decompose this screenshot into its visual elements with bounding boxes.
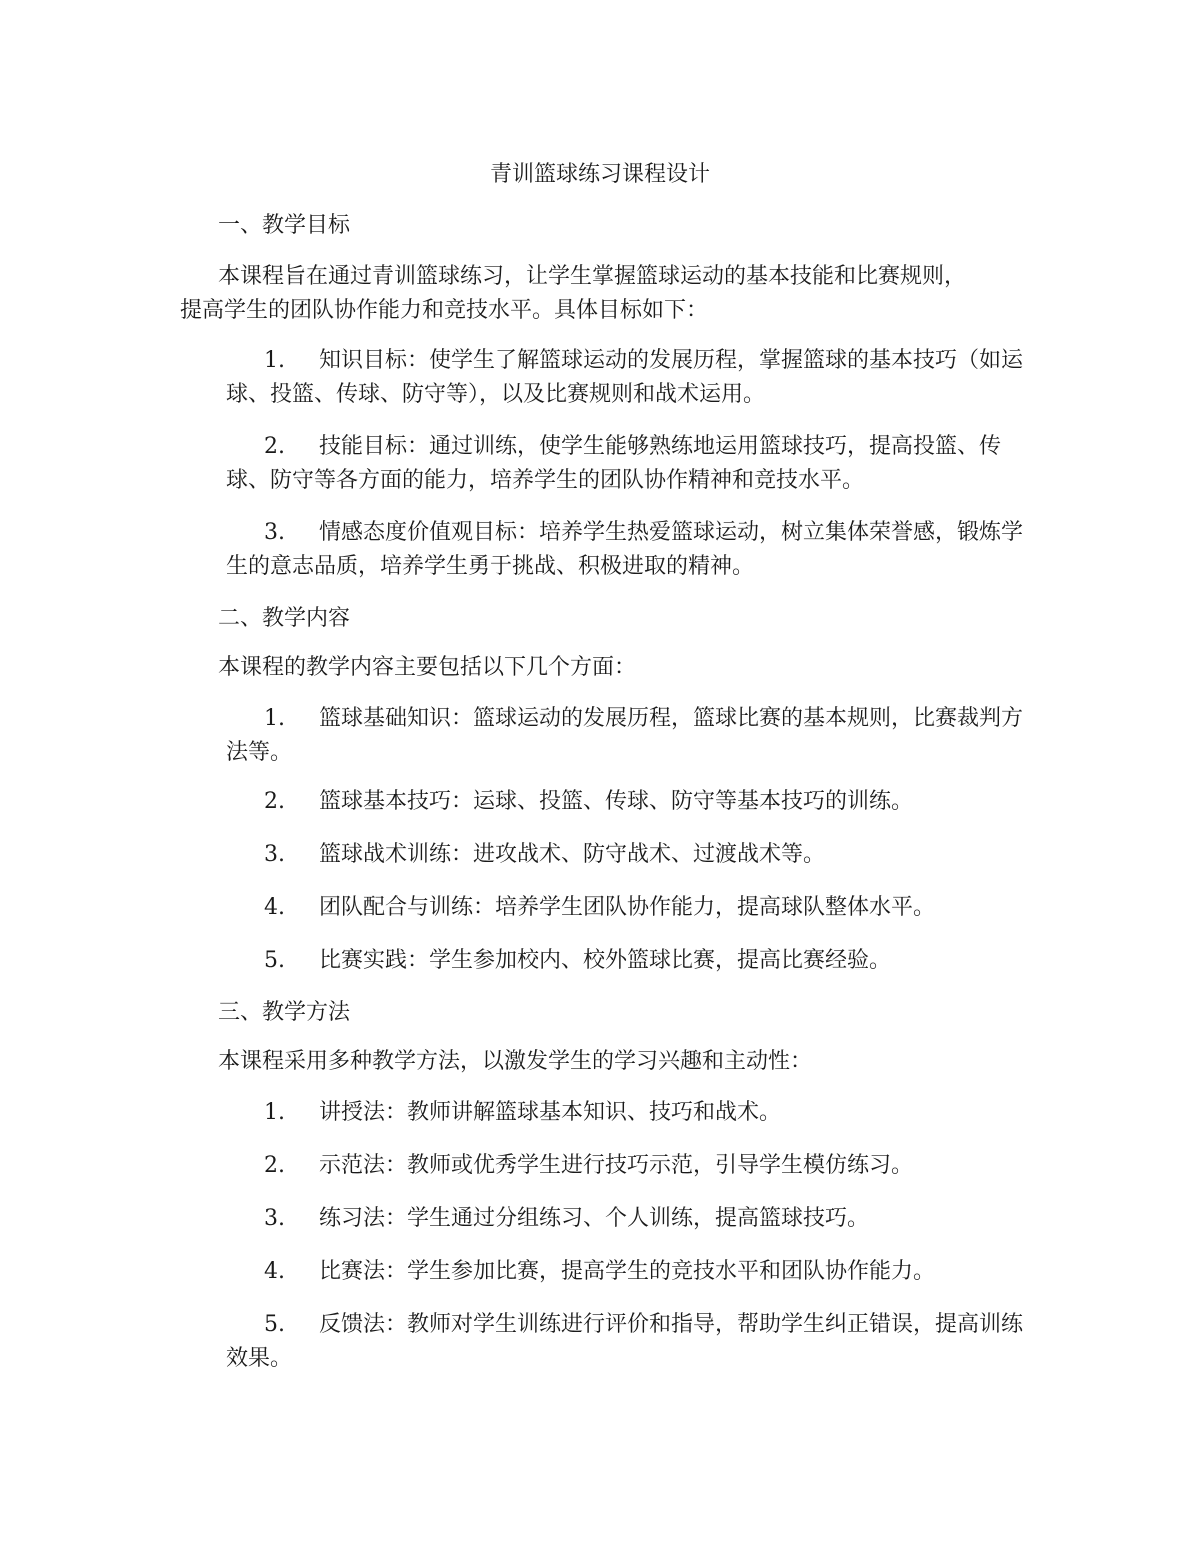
list-item-number: 3. xyxy=(264,842,285,867)
list-item xyxy=(226,516,1036,584)
list-item-text: 篮球基本技巧：运球、投篮、传球、防守等基本技巧的训练。 xyxy=(319,789,914,814)
list-item-text: 练习法：学生通过分组练习、个人训练，提高篮球技巧。 xyxy=(319,1206,870,1231)
list-item-text: 讲授法：教师讲解篮球基本知识、技巧和战术。 xyxy=(319,1100,782,1125)
list-item-text: 示范法：教师或优秀学生进行技巧示范，引导学生模仿练习。 xyxy=(319,1153,914,1178)
list-item-number: 3. xyxy=(264,1206,285,1231)
list-item xyxy=(226,702,1036,770)
list-item xyxy=(226,430,1036,498)
section-intro-line: 本课程旨在通过青训篮球练习，让学生掌握篮球运动的基本技能和比赛规则， xyxy=(218,264,967,289)
list-item-number: 2. xyxy=(264,434,285,459)
list-item-number: 1. xyxy=(264,348,285,373)
list-item-text: 情感态度价值观目标：培养学生热爱篮球运动，树立集体荣誉感，锻炼学生的意志品质，培养学生勇于挑战、积极进取的精神。 xyxy=(226,520,1024,579)
section-heading-content: 二、教学内容 xyxy=(218,606,351,631)
list-item-text: 篮球战术训练：进攻战术、防守战术、过渡战术等。 xyxy=(319,842,826,867)
list-item-text: 技能目标：通过训练，使学生能够熟练地运用篮球技巧，提高投篮、传球、防守等各方面的能力，培养学生的团队协作精神和竞技水平。 xyxy=(226,434,1002,493)
list-item-number: 4. xyxy=(264,895,285,920)
list-item-number: 4. xyxy=(264,1259,285,1284)
list-item-text: 篮球基础知识：篮球运动的发展历程，篮球比赛的基本规则，比赛裁判方法等。 xyxy=(226,706,1024,765)
list-item xyxy=(226,891,1036,925)
document-title: 青训篮球练习课程设计 xyxy=(489,162,710,187)
list-item xyxy=(226,785,1036,819)
list-item xyxy=(226,944,1036,978)
list-item-text: 团队配合与训练：培养学生团队协作能力，提高球队整体水平。 xyxy=(319,895,936,920)
list-item-text: 比赛法：学生参加比赛，提高学生的竞技水平和团队协作能力。 xyxy=(319,1259,936,1284)
section-intro: 本课程采用多种教学方法，以激发学生的学习兴趣和主动性： xyxy=(218,1049,813,1074)
list-item-number: 1. xyxy=(264,706,285,731)
list-item-text: 比赛实践：学生参加校内、校外篮球比赛，提高比赛经验。 xyxy=(319,948,892,973)
list-item xyxy=(226,1149,1036,1183)
list-item-number: 5. xyxy=(264,1312,285,1337)
list-item xyxy=(226,1202,1036,1236)
list-item-number: 5. xyxy=(264,948,285,973)
section-heading-methods: 三、教学方法 xyxy=(218,1000,351,1025)
list-item xyxy=(226,1308,1036,1376)
section-intro-line: 提高学生的团队协作能力和竞技水平。具体目标如下： xyxy=(180,298,709,323)
list-item-number: 3. xyxy=(264,520,285,545)
list-item-number: 2. xyxy=(264,789,285,814)
section-heading-objectives: 一、教学目标 xyxy=(218,213,351,238)
list-item-text: 反馈法：教师对学生训练进行评价和指导，帮助学生纠正错误，提高训练效果。 xyxy=(226,1312,1024,1371)
list-item-number: 1. xyxy=(264,1100,285,1125)
list-item xyxy=(226,1255,1036,1289)
list-item xyxy=(226,838,1036,872)
section-intro: 本课程的教学内容主要包括以下几个方面： xyxy=(218,655,637,680)
list-item-text: 知识目标：使学生了解篮球运动的发展历程，掌握篮球的基本技巧（如运球、投篮、传球、防守等），以及比赛规则和战术运用。 xyxy=(226,348,1024,407)
list-item xyxy=(226,1096,1036,1130)
list-item xyxy=(226,344,1036,412)
list-item-number: 2. xyxy=(264,1153,285,1178)
